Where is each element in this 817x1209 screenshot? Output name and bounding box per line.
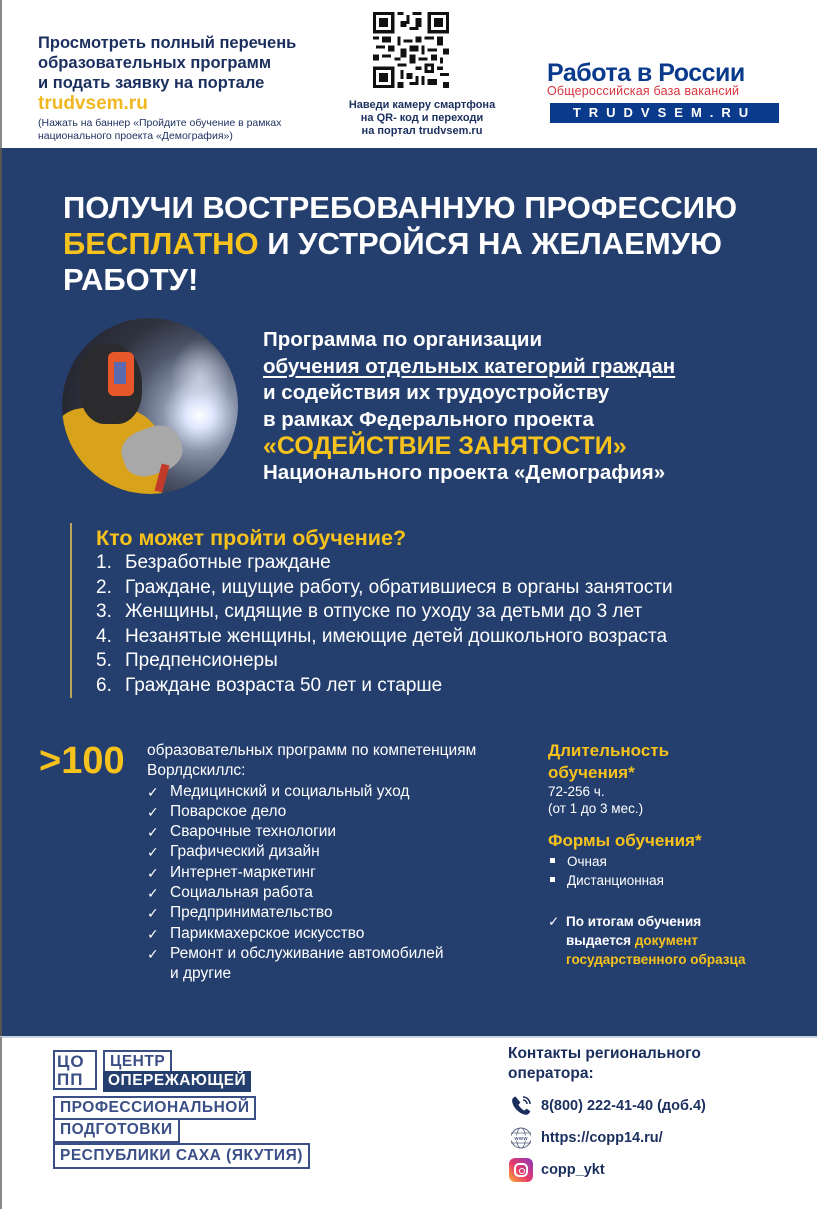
list-item xyxy=(96,674,790,699)
list-item xyxy=(96,649,790,674)
program-line: Национального проекта «Демография» xyxy=(263,460,666,484)
monogram-bottom: ПП xyxy=(57,1070,84,1089)
square-bullet-icon xyxy=(550,858,555,863)
instagram-icon xyxy=(509,1158,533,1182)
item-text: Графический дизайн xyxy=(170,843,320,861)
contact-website[interactable] xyxy=(508,1126,798,1150)
item-text: Незанятые женщины, имеющие детей дошкольного возраста xyxy=(125,625,668,647)
headline-highlight: БЕСПЛАТНО xyxy=(63,226,259,261)
item-text: Парикмахерское искусство xyxy=(170,924,365,942)
item-text: Интернет-маркетинг xyxy=(170,863,316,881)
competencies-list xyxy=(147,782,527,985)
portal-note: (Нажать на баннер «Пройдите обучение в рамках национального проекта «Демография») xyxy=(38,117,282,142)
copp-monogram xyxy=(53,1050,97,1090)
project-name-highlight: «СОДЕЙСТВИЕ ЗАНЯТОСТИ» xyxy=(263,432,627,460)
www-globe-icon xyxy=(508,1126,533,1151)
item-text: Сварочные технологии xyxy=(170,823,337,841)
item-text: Безработные граждане xyxy=(125,552,331,573)
certificate-line xyxy=(566,931,808,950)
item-text: Граждане возраста 50 лет и старше xyxy=(125,674,443,696)
check-icon: ✓ xyxy=(147,925,159,942)
copp-row: ЦЕНТР xyxy=(103,1050,172,1071)
certificate-line: По итогам обучения xyxy=(566,913,702,929)
list-item xyxy=(147,782,527,802)
program-line: и содействия их трудоустройству xyxy=(263,381,610,404)
lens-shape xyxy=(114,362,126,384)
training-details xyxy=(548,740,808,969)
item-text: Предпринимательство xyxy=(170,904,333,922)
headline-line-2-rest: И УСТРОЙСЯ НА ЖЕЛАЕМУЮ xyxy=(258,226,722,261)
certificate-highlight: документ xyxy=(634,932,698,948)
check-icon: ✓ xyxy=(147,864,159,881)
copp-logo xyxy=(53,1050,353,1175)
welder-photo xyxy=(62,318,238,494)
list-item-more: и другие xyxy=(170,965,232,983)
logo-url-bar: TRUDVSEM.RU xyxy=(550,103,779,123)
list-item xyxy=(147,863,527,883)
logo-brand: Работа в России xyxy=(547,59,745,87)
item-text: Поварское дело xyxy=(170,802,287,820)
duration-title-line: Длительность xyxy=(548,741,670,760)
programs-list-section xyxy=(147,741,527,985)
smoke-shape xyxy=(170,338,230,418)
item-text: Очная xyxy=(567,853,607,869)
certificate-highlight: государственного образца xyxy=(566,951,746,967)
portal-link[interactable]: trudvsem.ru xyxy=(38,93,148,114)
program-line-underlined: обучения отдельных категорий граждан xyxy=(263,354,676,378)
program-count: >100 xyxy=(39,740,125,782)
list-item xyxy=(96,600,790,625)
list-item xyxy=(147,883,527,903)
eligibility-section xyxy=(70,523,790,698)
item-number: 1. xyxy=(96,552,112,573)
portal-info xyxy=(38,33,328,143)
list-item xyxy=(96,625,790,650)
contacts-title xyxy=(508,1044,798,1084)
copp-row: ПРОФЕССИОНАЛЬНОЙ xyxy=(53,1096,256,1120)
website-link[interactable]: https://copp14.ru/ xyxy=(541,1130,663,1146)
qr-code[interactable] xyxy=(373,12,449,88)
monogram-top: ЦО xyxy=(57,1052,85,1071)
duration-hours: 72-256 ч. xyxy=(548,784,605,799)
contact-instagram[interactable] xyxy=(508,1158,798,1182)
item-number: 4. xyxy=(96,625,112,647)
logo-subtitle: Общероссийская база вакансий xyxy=(547,84,740,98)
programs-intro: Ворлдскиллс: xyxy=(147,762,246,780)
contacts xyxy=(508,1044,798,1182)
svg-text:www: www xyxy=(513,1136,528,1142)
phone-icon xyxy=(508,1094,533,1119)
check-icon: ✓ xyxy=(147,905,159,922)
list-item xyxy=(96,576,790,601)
check-icon: ✓ xyxy=(147,885,159,902)
qr-code-icon xyxy=(373,12,449,88)
portal-text-line: образовательных программ xyxy=(38,54,272,72)
check-icon: ✓ xyxy=(548,913,560,929)
list-item xyxy=(147,924,527,944)
duration-title xyxy=(548,740,808,783)
duration-months: (от 1 до 3 мес.) xyxy=(548,801,644,816)
list-item xyxy=(548,852,808,871)
programs-intro: образовательных программ по компетенциям xyxy=(147,742,477,759)
check-icon: ✓ xyxy=(147,945,159,962)
headline-line-1: ПОЛУЧИ ВОСТРЕБОВАННУЮ ПРОФЕССИЮ xyxy=(63,190,738,225)
list-item xyxy=(147,944,527,964)
duration-title-line: обучения* xyxy=(548,762,635,782)
check-icon: ✓ xyxy=(147,783,159,800)
item-text: Предпенсионеры xyxy=(125,650,278,671)
item-text: Граждане, ищущие работу, обратившиеся в органы занятости xyxy=(125,576,673,598)
list-item xyxy=(147,842,527,862)
instagram-handle[interactable]: copp_ykt xyxy=(541,1162,605,1178)
list-item xyxy=(147,802,527,822)
item-number: 6. xyxy=(96,674,112,696)
square-bullet-icon xyxy=(550,877,555,882)
program-description xyxy=(263,327,793,486)
copp-row: ОПЕРЕЖАЮЩЕЙ xyxy=(103,1071,251,1092)
certificate-text: выдается xyxy=(566,932,635,948)
item-text: Дистанционная xyxy=(567,872,664,888)
eligibility-list xyxy=(96,551,790,698)
program-line: Программа по организации xyxy=(263,328,543,351)
item-text: Социальная работа xyxy=(170,884,313,902)
item-text: Ремонт и обслуживание автомобилей xyxy=(170,944,444,962)
contact-phone[interactable] xyxy=(508,1094,798,1118)
forms-title: Формы обучения* xyxy=(548,831,702,850)
item-text: Женщины, сидящие в отпуске по уходу за детьми до 3 лет xyxy=(125,601,643,622)
check-icon: ✓ xyxy=(147,803,159,820)
rabota-v-rossii-logo[interactable] xyxy=(547,60,785,123)
headline xyxy=(63,190,793,298)
item-number: 2. xyxy=(96,576,112,598)
copp-row: РЕСПУБЛИКИ САХА (ЯКУТИЯ) xyxy=(53,1143,310,1169)
headline-line-2 xyxy=(63,226,793,262)
portal-text-line: и подать заявку на портале xyxy=(38,74,265,92)
list-item xyxy=(548,871,808,890)
check-icon: ✓ xyxy=(147,844,159,861)
qr-caption-line: на портал trudvsem.ru xyxy=(361,125,483,137)
eligibility-title: Кто может пройти обучение? xyxy=(96,526,407,550)
item-number: 5. xyxy=(96,650,112,671)
list-item xyxy=(96,551,790,576)
check-icon: ✓ xyxy=(147,824,159,841)
header xyxy=(0,0,817,148)
portal-text-line: Просмотреть полный перечень xyxy=(38,34,297,52)
certificate-note xyxy=(548,912,808,969)
instagram-icon-wrap xyxy=(508,1158,533,1183)
contacts-title-line: Контакты регионального xyxy=(508,1045,701,1062)
qr-caption xyxy=(322,99,522,138)
copp-row: ПОДГОТОВКИ xyxy=(53,1120,180,1143)
item-number: 3. xyxy=(96,601,112,622)
headline-line-3: РАБОТУ! xyxy=(63,262,199,297)
forms-list xyxy=(548,852,808,890)
item-text: Медицинский и социальный уход xyxy=(170,782,410,800)
qr-caption-line: Наведи камеру смартфона xyxy=(348,99,496,111)
list-item xyxy=(147,903,527,923)
program-line: в рамках Федерального проекта xyxy=(263,407,594,431)
qr-caption-line: на QR- код и переходи xyxy=(360,112,484,124)
phone-number: 8(800) 222-41-40 (доб.4) xyxy=(541,1098,706,1114)
list-item xyxy=(147,822,527,842)
contacts-title-line: оператора: xyxy=(508,1065,594,1082)
